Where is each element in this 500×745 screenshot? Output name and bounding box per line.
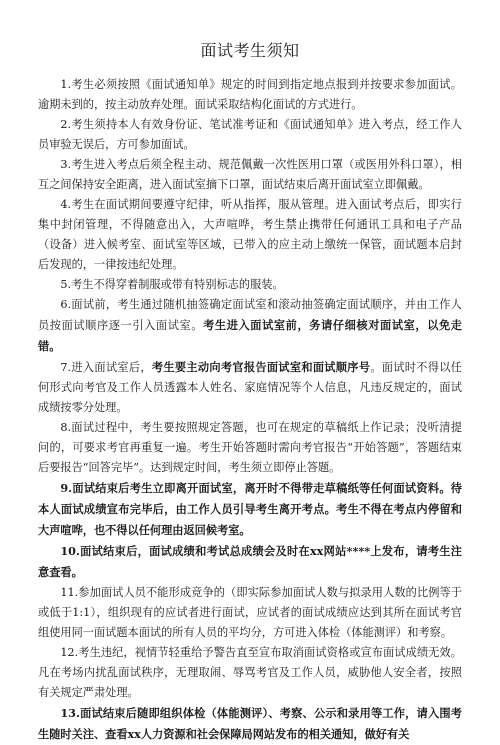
bold-text: 考生要主动向考官报告面试室和面试顺序号 xyxy=(151,360,371,374)
paragraph-7 xyxy=(38,357,462,418)
body-text: 2.考生须持本人有效身份证、笔试准考证和《面试通知单》进入考点，经工作人员审验无误后，方可参加面试。 xyxy=(38,118,462,151)
body-text: 7.进入面试室后， xyxy=(60,361,152,374)
paragraph-10 xyxy=(38,541,462,583)
bold-text: 9.面试结束后考生立即离开面试室，离开时不得带走草稿纸等任何面试资料。待本人面试成绩宣布完毕后，由工作人员引导考生离开考点。考生不得在考点内停留和大声喧哗，也不得以任何理由返回候考室。 xyxy=(38,481,462,537)
paragraph-12 xyxy=(38,643,462,703)
body-text: 5.考生不得穿着制服或带有特别标志的服装。 xyxy=(60,278,284,291)
paragraph-13 xyxy=(38,703,462,745)
paragraph-11 xyxy=(38,583,462,643)
bold-text: 10.面试结束后，面试成绩和考试总成绩会及时在xx网站****上发布，请考生注意查看。 xyxy=(38,544,462,579)
bold-text: 13.面试结束后随即组织体检（体能测评）、考察、公示和录用等工作，请入围考生随时关注、查看xx人力资源和社会保障局网站发布的相关通知，做好有关 xyxy=(38,706,462,741)
body-text: 3.考生进入考点后须全程主动、规范佩戴一次性医用口罩（或医用外科口罩），相互之间保持安全距离，进入面试室摘下口罩，面试结束后离开面试室立即佩戴。 xyxy=(38,158,462,191)
body-text: 1.考生必须按照《面试通知单》规定的时间到指定地点报到并按要求参加面试。逾期未到的，按主动放弃处理。面试采取结构化面试的方式进行。 xyxy=(38,78,462,111)
body-text: 8.面试过程中，考生要按照规定答题，也可在规定的草稿纸上作记录；没听清提问的，可要求考官再重复一遍。考生开始答题时需向考官报告“开始答题”，答题结束后要报告“回答完毕”。达到规定时间，考生须立即停止答题。 xyxy=(38,421,462,474)
paragraph-4 xyxy=(38,195,462,275)
document-body xyxy=(38,75,462,745)
paragraph-2 xyxy=(38,115,462,155)
paragraph-5 xyxy=(38,275,462,295)
paragraph-9 xyxy=(38,478,462,541)
body-text: 4.考生在面试期间要遵守纪律，听从指挥，服从管理。进入面试考点后，即实行集中封闭管理，不得随意出入，大声喧哗，考生禁止携带任何通讯工具和电子产品（设备）进入候考室、面试室等区域，已带入的应主动上缴统一保管，面试题本启封后发现的，一律按违纪处理。 xyxy=(38,198,462,271)
body-text: 11.参加面试人员不能形成竞争的（即实际参加面试人数与拟录用人数的比例等于或低于1:1），组织现有的应试者进行面试，应试者的面试成绩应达到其所在面试考官组使用同一面试题本面试的所有人员的平均分，方可进入体检（体能测评）和考察。 xyxy=(38,586,462,639)
body-text: 6.面试前，考生通过随机抽签确定面试室和滚动抽签确定面试顺序，并由工作人员按面试顺序逐一引入面试室。 xyxy=(38,298,462,332)
paragraph-8 xyxy=(38,418,462,478)
bold-text: 考生进入面试室前，务请仔细核对面试室，以免走错。 xyxy=(38,318,462,353)
paragraph-3 xyxy=(38,155,462,195)
body-text: 12.考生违纪，视情节轻重给予警告直至宣布取消面试资格或宣布面试成绩无效。凡在考场内扰乱面试秩序，无理取闹、辱骂考官及工作人员，威胁他人安全者，按照有关规定严肃处理。 xyxy=(38,646,462,699)
page-title: 面试考生须知 xyxy=(200,41,300,60)
paragraph-1 xyxy=(38,75,462,115)
paragraph-6 xyxy=(38,295,462,357)
body-text: 。面试时不得以任何形式向考官及工作人员透露本人姓名、家庭情况等个人信息，凡违反规定的，面试成绩按零分处理。 xyxy=(38,361,462,414)
